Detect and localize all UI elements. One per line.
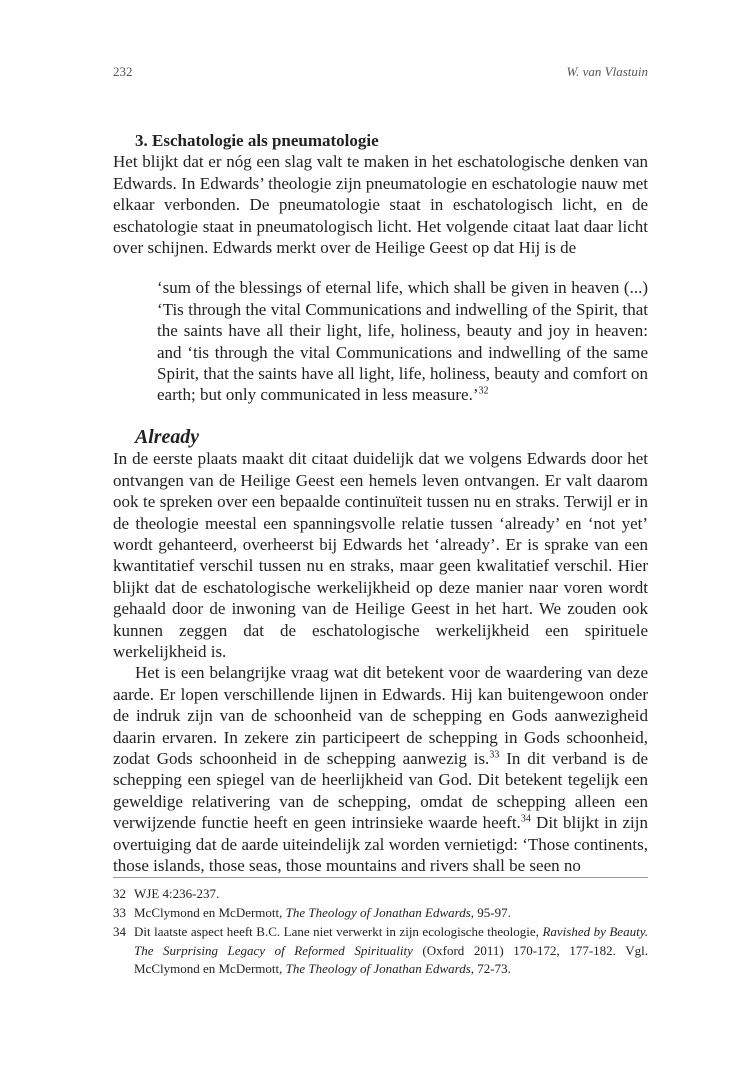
footnotes: [113, 885, 648, 979]
footnote-text: [134, 904, 648, 922]
footnote-book-title: Ravished by Beauty. The Surprising Legacy of Reformed Spirituality: [134, 924, 648, 958]
footnote-ref-33[interactable]: 33: [489, 749, 500, 761]
footnote-text-pre: Dit laatste aspect heeft B.C. Lane niet verwerkt in zijn ecologische theologie,: [134, 924, 543, 940]
quote-text: ‘sum of the blessings of eternal life, which shall be given in heaven (...) ‘Tis through the vital Communications and indwelling of the Spirit, that the saints have all their light, life, holiness, beauty and joy in heaven: and ‘tis through the vital Communications and indwelling of the same Spirit, that the saints have all light, life, holiness, beauty and comfort on earth; but only communicated in less measure.’: [157, 278, 648, 405]
footnote-text: [134, 923, 648, 978]
footnote-text-post: , 72-73.: [470, 960, 511, 976]
running-author: W. van Vlastuin: [566, 64, 648, 79]
page-number: 232: [113, 64, 133, 79]
footnote-number: 32: [113, 886, 126, 901]
footnote-33: [113, 904, 648, 922]
subheading-already: Already: [135, 425, 200, 448]
footnote-text-mid: (Oxford 2011) 170-172, 177-182. Vgl. McClymond en McDermott,: [134, 942, 648, 976]
section-heading: 3. Eschatologie als pneumatologie: [135, 131, 379, 150]
footnote-divider: [113, 877, 648, 878]
already-paragraph-1: In de eerste plaats maakt dit citaat duidelijk dat we volgens Edwards door het ontvangen van de Heilige Geest een hemels leven ontvangen. Er valt daarom ook te spreken over een bepaalde continuïteit tussen nu en straks. Terwijl er in de theologie meestal een spanningsvolle relatie tussen ‘already’ en ‘not yet’ wordt gehanteerd, overheerst bij Edwards het ‘already’. Er is sprake van een kwantitatief verschil tussen nu en straks, maar geen kwalitatief verschil. Hier blijkt dat de eschatologische werkelijkheid op deze manier naar voren wordt gehaald door de inwoning van de Heilige Geest in het hart. We zouden ook kunnen zeggen dat de eschatologische werkelijkheid een spirituele werkelijkheid is.: [113, 449, 648, 661]
footnote-number: 33: [113, 905, 126, 921]
footnote-number: 34: [113, 924, 126, 940]
footnote-text-post: , 95-97.: [470, 905, 511, 921]
paragraph-2-part-c: Dit blijkt in zijn overtuiging dat de aarde uiteindelijk zal worden vernietigd: ‘Those continents, those islands, those seas, those mountains and rivers shall be seen no: [113, 813, 648, 875]
footnote-text: WJE 4:236-237.: [134, 886, 220, 901]
body-text: [113, 130, 648, 876]
block-quote: [157, 277, 648, 405]
footnote-text-pre: McClymond en McDermott,: [134, 905, 286, 921]
intro-paragraph: Het blijkt dat er nóg een slag valt te maken in het eschatologische denken van Edwards. In Edwards’ theologie zijn pneumatologie en eschatologie nauw met elkaar verbonden. De pneumatologie staat in eschatologisch licht, en de eschatologie staat in pneumatologisch licht. Het volgende citaat laat daar licht over schijnen. Edwards merkt over de Heilige Geest op dat Hij is de: [113, 152, 648, 258]
already-paragraph-2: [113, 662, 648, 876]
footnote-book-title: The Theology of Jonathan Edwards: [285, 905, 471, 921]
footnote-34: [113, 923, 648, 978]
paragraph-2-part-b: In dit verband is de schepping een spiegel van de heerlijkheid van God. Dit betekent tegelijk een geweldige relativering van de schepping, omdat de schepping alleen een verwijzende functie heeft en geen intrinsieke waarde heeft.: [113, 748, 648, 833]
footnote-book-title-2: The Theology of Jonathan Edwards: [285, 960, 471, 976]
footnote-ref-32[interactable]: 32: [478, 385, 489, 397]
paragraph-2-part-a: Het is een belangrijke vraag wat dit betekent voor de waardering van deze aarde. Er lopen verschillende lijnen in Edwards. Hij kan buitengewoon onder de indruk zijn van de schoonheid van de schepping en Gods aanwezigheid daarin ervaren. In zekere zin participeert de schepping in Gods schoonheid, zodat Gods schoonheid in de schepping aanwezig is.: [113, 663, 648, 768]
footnote-ref-34[interactable]: 34: [520, 813, 531, 825]
footnote-32: [113, 885, 648, 903]
